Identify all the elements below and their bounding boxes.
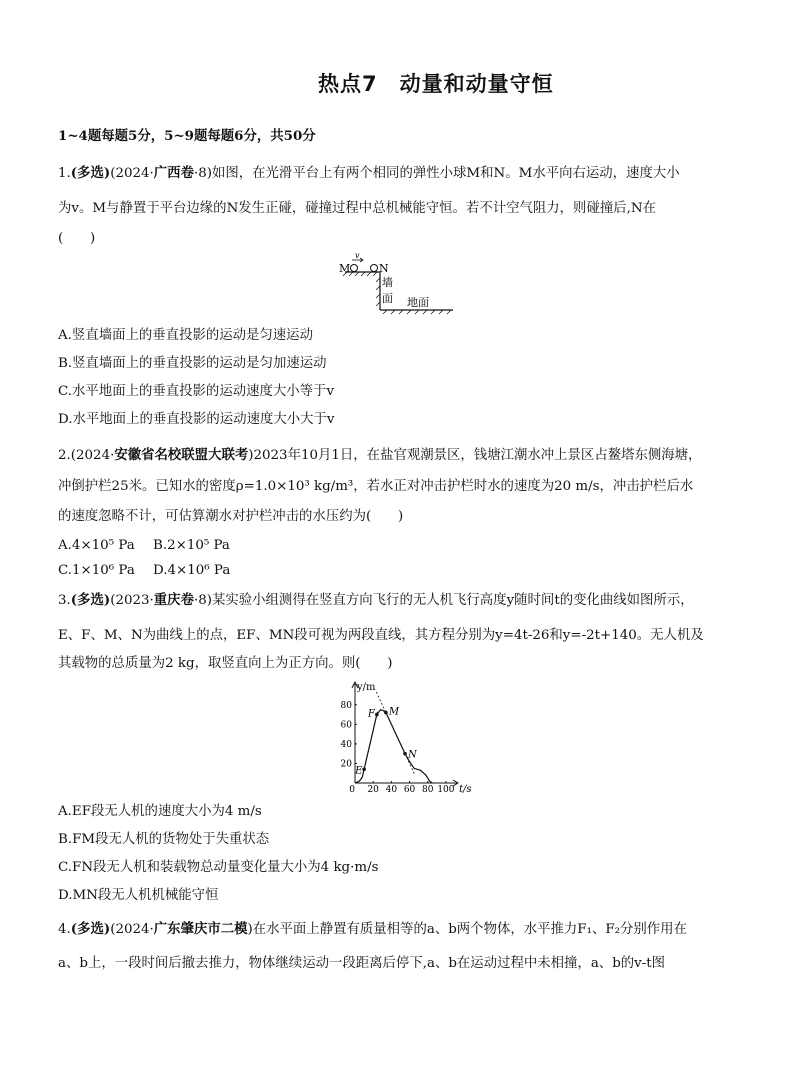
ball-n (371, 265, 378, 272)
x-axis-label: t/s (459, 784, 472, 795)
q4-source: 广东肇庆市二模 (153, 921, 248, 937)
q3-option-c: C.FN段无人机和装载物总动量变化量大小为4 kg·m/s (58, 860, 379, 875)
q1-figure (335, 252, 455, 318)
y-tick-label: 80 (340, 700, 352, 711)
q2-num: 2. (58, 448, 71, 463)
x-tick-label: 80 (422, 785, 434, 795)
fig-wall-1: 墙 (382, 276, 393, 289)
question-3-line-3: 其载物的总质量为2 kg，取竖直向上为正方向。则( ) (58, 656, 393, 671)
q2-option-b: B.2×10⁵ Pa (153, 538, 230, 553)
fig-wall-2: 面 (382, 292, 393, 305)
q1-option-c: C.水平地面上的垂直投影的运动速度大小等于v (58, 384, 335, 399)
q4-text-1: 在水平面上静置有质量相等的a、b两个物体，水平推力F₁、F₂分别作用在 (252, 922, 687, 937)
altitude-chart (335, 678, 470, 796)
mn-dashed-line (376, 692, 414, 774)
q3-text-1: 某实验小组测得在竖直方向飞行的无人机飞行高度y随时间t的变化曲线如图所示， (211, 593, 694, 608)
question-1-line-1 (58, 164, 680, 183)
page-title: 热点7 动量和动量守恒 (318, 72, 554, 96)
q3-tag: (多选) (70, 592, 111, 608)
x-tick-label: 60 (403, 785, 416, 795)
q2-source: 安徽省名校联盟大联考 (114, 447, 249, 463)
point-label-f: F (367, 708, 375, 720)
question-2-line-1 (58, 446, 701, 465)
question-2-line-2: 冲倒护栏25米。已知水的密度ρ=1.0×10³ kg/m³，若水正对冲击护栏时水的速度为20 m/s，冲击护栏后水 (58, 479, 694, 494)
question-1-line-2: 为v。M与静置于平台边缘的N发生正碰，碰撞过程中总机械能守恒。若不计空气阻力，则碰撞后,N在 (58, 201, 656, 216)
point-n (403, 752, 407, 756)
y-tick-label: 40 (340, 739, 352, 750)
question-4-line-1 (58, 920, 687, 939)
question-4-line-2: a、b上，一段时间后撤去推力，物体继续运动一段距离后停下,a、b在运动过程中未相撞，a、b的v-t图 (58, 956, 666, 971)
q4-src-close: ) (247, 922, 253, 937)
q4-src-open: (2024· (110, 922, 154, 937)
y-tick-label: 60 (340, 720, 352, 731)
q1-src-close: ·8) (193, 166, 212, 181)
question-2-line-3: 的速度忽略不计，可估算潮水对护栏冲击的水压约为( ) (58, 509, 404, 524)
y-axis-label: y/m (357, 682, 376, 693)
point-label-e: E (355, 765, 363, 777)
q2-src-close: ) (248, 448, 254, 463)
y-tick-label: 20 (340, 759, 352, 770)
q2-option-d: D.4×10⁶ Pa (153, 563, 231, 578)
q1-option-b: B.竖直墙面上的垂直投影的运动是匀加速运动 (58, 356, 327, 371)
q2-option-a: A.4×10⁵ Pa (58, 538, 135, 553)
x-tick-label: 100 (437, 785, 455, 795)
point-label-m: M (388, 706, 400, 718)
question-1-line-3: ( ) (58, 231, 96, 246)
altitude-curve (355, 710, 432, 783)
ball-m (351, 265, 358, 272)
q4-num: 4. (58, 922, 71, 937)
q3-option-d: D.MN段无人机机械能守恒 (58, 888, 219, 903)
q1-option-a: A.竖直墙面上的垂直投影的运动是匀速运动 (58, 328, 313, 343)
score-note: 1~4题每题5分，5~9题每题6分，共50分 (58, 128, 316, 144)
point-m (384, 711, 388, 715)
q1-text-1: 如图，在光滑平台上有两个相同的弹性小球M和N。M水平向右运动，速度大小 (211, 166, 680, 181)
point-label-n: N (408, 749, 417, 761)
fig-v-label: v (355, 251, 360, 260)
q3-source: 重庆卷 (153, 592, 194, 608)
question-3-line-2: E、F、M、N为曲线上的点，EF、MN段可视为两段直线，其方程分别为y=4t-26和y=-2t+140。无人机及 (58, 628, 704, 643)
fig-n-label: N (379, 262, 389, 275)
fig-m-label: M (339, 262, 351, 275)
q3-num: 3. (58, 593, 71, 608)
q2-text-1: 2023年10月1日，在盐官观潮景区，钱塘江潮水冲上景区占鳌塔东侧海塘， (253, 448, 702, 463)
q3-option-a: A.EF段无人机的速度大小为4 m/s (58, 804, 262, 819)
q1-option-d: D.水平地面上的垂直投影的运动速度大小大于v (58, 412, 335, 427)
q1-src-open: (2024· (110, 166, 154, 181)
q2-option-c: C.1×10⁶ Pa (58, 563, 135, 578)
question-3-line-1 (58, 591, 694, 610)
point-e (362, 768, 366, 772)
q4-tag: (多选) (70, 921, 111, 937)
x-tick-label: 0 (349, 785, 355, 795)
point-f (375, 713, 379, 717)
x-tick-label: 40 (385, 785, 398, 795)
q3-option-b: B.FM段无人机的货物处于失重状态 (58, 832, 270, 847)
q3-src-open: (2023· (110, 593, 154, 608)
fig-ground: 地面 (407, 296, 429, 309)
q1-tag: (多选) (70, 165, 111, 181)
q1-source: 广西卷 (153, 165, 194, 181)
q1-num: 1. (58, 166, 71, 181)
x-tick-label: 20 (367, 785, 379, 795)
q3-src-close: ·8) (193, 593, 212, 608)
q2-src-open: (2024· (70, 448, 115, 463)
